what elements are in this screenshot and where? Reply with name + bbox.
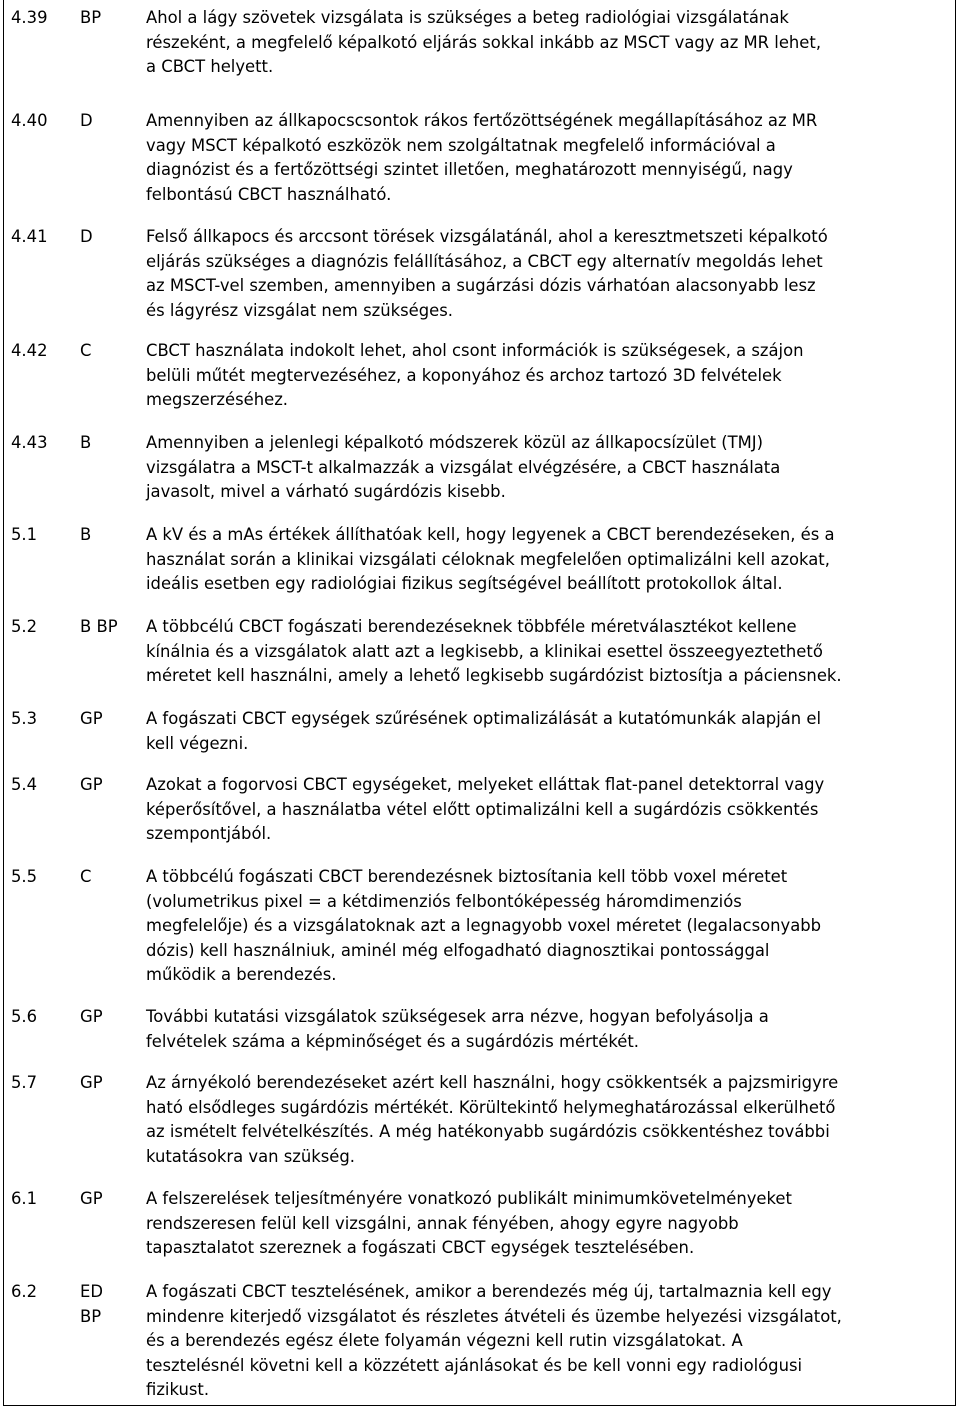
text-line: Felső állkapocs és arccsont törések vizsgálatánál, ahol a keresztmetszeti képalkotó — [146, 227, 828, 246]
item-number: 4.40 — [11, 111, 48, 130]
text-line: Ahol a lágy szövetek vizsgálata is szükséges a beteg radiológiai vizsgálatának — [146, 8, 789, 27]
text-line: A fogászati CBCT egységek szűrésének optimalizálását a kutatómunkák alapján el — [146, 709, 822, 728]
evidence-grade — [80, 6, 136, 31]
text-line: megfelelője) és a vizsgálatoknak azt a legnagyobb voxel méretet (legalacsonyabb — [146, 916, 822, 935]
item-number: 4.42 — [11, 341, 48, 360]
text-line: az ismételt felvételkészítés. A még hatékonyabb sugárdózis csökkentéshez további — [146, 1122, 830, 1141]
text-line: és a berendezés egész élete folyamán végezni kell rutin vizsgálatokat. A — [146, 1331, 743, 1350]
recommendation-text — [146, 707, 948, 756]
item-number: 5.6 — [11, 1007, 38, 1026]
text-line: felvételek száma a képminőséget és a sugárdózis mértékét. — [146, 1031, 639, 1051]
evidence-grade — [80, 1005, 136, 1030]
grade-line: B — [80, 433, 92, 452]
grade-line: C — [80, 341, 92, 360]
grade-line: D — [80, 111, 93, 130]
recommendation-text — [146, 225, 948, 323]
evidence-grade — [80, 773, 136, 798]
grade-line: BP — [80, 1306, 102, 1326]
text-line: A kV és a mAs értékek állíthatóak kell, hogy legyenek a CBCT berendezéseken, és a — [146, 525, 835, 544]
text-line: javasolt, mivel a várható sugárdózis kisebb. — [146, 482, 506, 501]
evidence-grade — [80, 431, 136, 456]
text-line: A többcélú CBCT fogászati berendezéseknek többféle méretválasztékot kellene — [146, 617, 797, 636]
text-line: diagnózist és a fertőzöttségi szintet illetően, meghatározott mennyiségű, nagy — [146, 160, 793, 179]
text-line: vizsgálatra a MSCT-t alkalmazzák a vizsgálat elvégzésére, a CBCT használata — [146, 457, 781, 477]
evidence-grade — [80, 707, 136, 732]
recommendation-text — [146, 1005, 948, 1054]
text-line: az MSCT-vel szemben, amennyiben a sugárzási dózis várhatóan alacsonyabb lesz — [146, 276, 816, 295]
grade-line: B — [80, 525, 92, 544]
item-number: 5.7 — [11, 1073, 38, 1092]
grade-line: BP — [80, 8, 102, 27]
text-line: Azokat a fogorvosi CBCT egységeket, melyeket elláttak flat-panel detektorral vagy — [146, 775, 825, 794]
grade-line: GP — [80, 1007, 103, 1026]
text-line: szempontjából. — [146, 824, 272, 843]
text-line: kutatásokra van szükség. — [146, 1146, 355, 1166]
text-line: CBCT használata indokolt lehet, ahol csont információk is szükségesek, a szájon — [146, 341, 804, 360]
recommendation-text — [146, 615, 948, 689]
grade-line: GP — [80, 709, 103, 728]
grade-line: GP — [80, 775, 103, 794]
text-line: A felszerelések teljesítményére vonatkozó publikált minimumkövetelményeket — [146, 1189, 792, 1208]
evidence-grade — [80, 1071, 136, 1096]
evidence-grade — [80, 1280, 136, 1329]
evidence-grade — [80, 865, 136, 890]
recommendation-text — [146, 1280, 948, 1403]
item-number: 4.39 — [11, 8, 48, 27]
text-line: kell végezni. — [146, 733, 249, 753]
item-number: 4.43 — [11, 433, 48, 452]
text-line: mindenre kiterjedő vizsgálatot és részletes átvételi és üzembe helyezési vizsgálatot, — [146, 1306, 842, 1326]
item-number: 6.1 — [11, 1189, 38, 1208]
text-line: működik a berendezés. — [146, 965, 337, 984]
text-line: részeként, a megfelelő képalkotó eljárás sokkal inkább az MSCT vagy az MR lehet, — [146, 32, 822, 52]
text-line: felbontású CBCT használható. — [146, 184, 392, 204]
item-number: 4.41 — [11, 227, 48, 246]
evidence-grade — [80, 615, 136, 640]
grade-line: C — [80, 867, 92, 886]
text-line: fizikust. — [146, 1380, 210, 1399]
text-line: ható elsődleges sugárdózis mértékét. Körültekintő helymeghatározással elkerülhető — [146, 1097, 836, 1117]
recommendation-text — [146, 1187, 948, 1261]
text-line: A többcélú fogászati CBCT berendezésnek biztosítania kell több voxel méretet — [146, 867, 788, 886]
text-line: megszerzéséhez. — [146, 390, 289, 409]
text-line: képerősítővel, a használatba vétel előtt optimalizálni kell a sugárdózis csökkentés — [146, 799, 819, 819]
text-line: vagy MSCT képalkotó eszközök nem szolgáltatnak megfelelő információval a — [146, 135, 776, 155]
grade-line: B BP — [80, 617, 118, 636]
text-line: (volumetrikus pixel = a kétdimenziós felbontóképesség háromdimenziós — [146, 891, 742, 911]
text-line: használat során a klinikai vizsgálati céloknak megfelelően optimalizálni kell azokat, — [146, 549, 830, 569]
text-line: a CBCT helyett. — [146, 57, 274, 76]
grade-line: ED — [80, 1282, 103, 1301]
evidence-grade — [80, 1187, 136, 1212]
text-line: dózis) kell használniuk, aminél még elfogadható diagnosztikai pontossággal — [146, 940, 770, 960]
text-line: eljárás szükséges a diagnózis felállításához, a CBCT egy alternatív megoldás lehet — [146, 251, 823, 271]
text-line: Az árnyékoló berendezéseket azért kell használni, hogy csökkentsék a pajzsmirigyre — [146, 1073, 839, 1092]
evidence-grade — [80, 109, 136, 134]
text-line: kínálnia és a vizsgálatok alatt azt a legkisebb, a klinikai esettel összeegyeztethető — [146, 641, 823, 661]
text-line: méretet kell használni, amely a lehető legkisebb sugárdózist biztosítja a páciensnek. — [146, 666, 842, 685]
text-line: További kutatási vizsgálatok szükségesek arra nézve, hogyan befolyásolja a — [146, 1007, 769, 1026]
item-number: 5.1 — [11, 525, 38, 544]
text-line: tesztelésnél követni kell a közzétett ajánlásokat és be kell vonni egy radiológusi — [146, 1355, 803, 1375]
evidence-grade — [80, 523, 136, 548]
item-number: 5.3 — [11, 709, 38, 728]
recommendation-text — [146, 339, 948, 413]
recommendation-text — [146, 431, 948, 505]
grade-line: GP — [80, 1073, 103, 1092]
item-number: 6.2 — [11, 1282, 38, 1301]
text-line: rendszeresen felül kell vizsgálni, annak fényében, ahogy egyre nagyobb — [146, 1213, 739, 1233]
recommendation-text — [146, 6, 948, 80]
recommendation-text — [146, 523, 948, 597]
text-line: tapasztalatot szereznek a fogászati CBCT egységek tesztelésében. — [146, 1238, 695, 1257]
recommendation-text — [146, 1071, 948, 1169]
grade-line: D — [80, 227, 93, 246]
item-number: 5.5 — [11, 867, 38, 886]
text-line: belüli műtét megtervezéséhez, a koponyához és archoz tartozó 3D felvételek — [146, 365, 782, 385]
evidence-grade — [80, 339, 136, 364]
grade-line: GP — [80, 1189, 103, 1208]
item-number: 5.2 — [11, 617, 38, 636]
text-line: és lágyrész vizsgálat nem szükséges. — [146, 300, 453, 320]
text-line: ideális esetben egy radiológiai fizikus segítségével beállított protokollok által. — [146, 574, 783, 593]
item-number: 5.4 — [11, 775, 38, 794]
recommendation-text — [146, 773, 948, 847]
evidence-grade — [80, 225, 136, 250]
text-line: Amennyiben az állkapocscsontok rákos fertőzöttségének megállapításához az MR — [146, 111, 818, 130]
text-line: Amennyiben a jelenlegi képalkotó módszerek közül az állkapocsízület (TMJ) — [146, 433, 764, 452]
text-line: A fogászati CBCT tesztelésének, amikor a berendezés még új, tartalmaznia kell egy — [146, 1282, 832, 1301]
recommendation-text — [146, 865, 948, 988]
recommendation-text — [146, 109, 948, 207]
